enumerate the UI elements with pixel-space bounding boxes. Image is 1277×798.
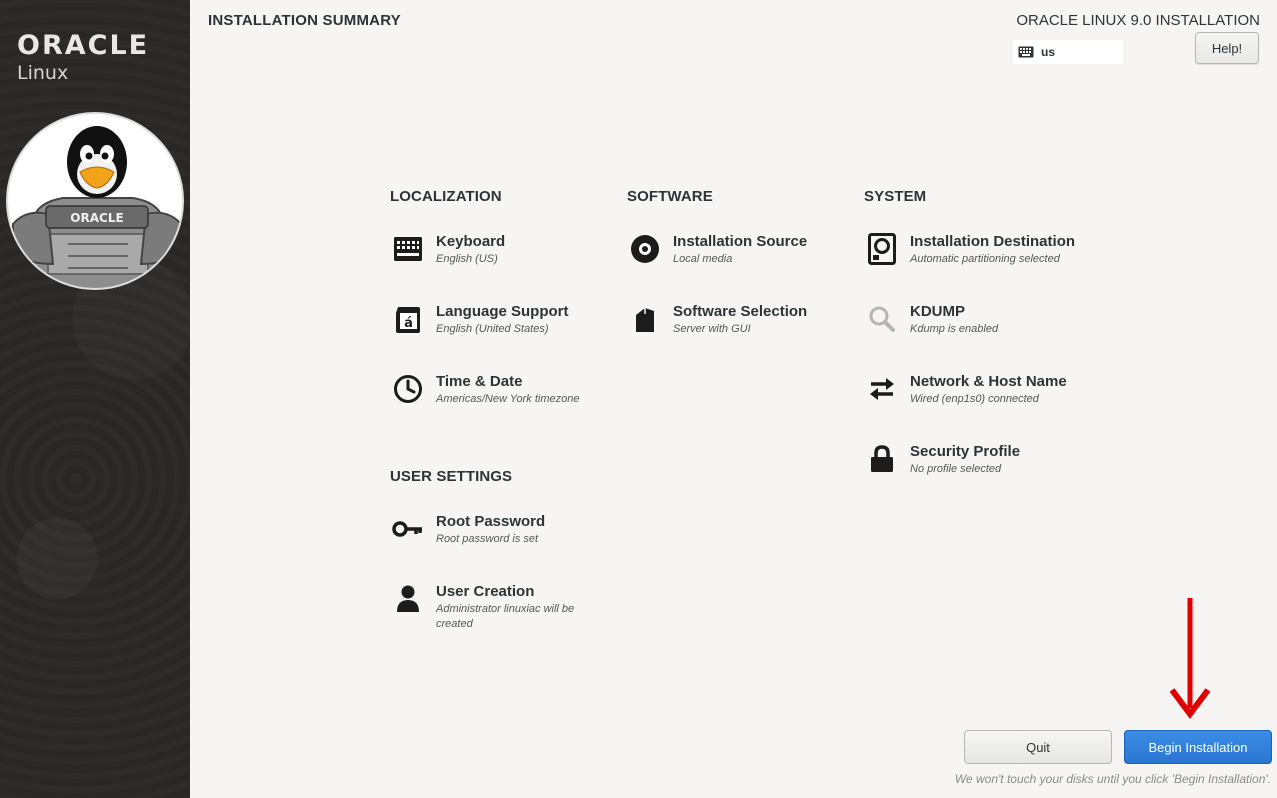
spoke-language-status: English (United States)	[436, 323, 549, 335]
spoke-network-status: Wired (enp1s0) connected	[910, 393, 1039, 405]
keyboard-layout-label: us	[1041, 45, 1056, 59]
spoke-installation-source-status: Local media	[673, 253, 733, 265]
spoke-user-creation-name: User Creation	[436, 583, 535, 600]
section-title-user-settings: USER SETTINGS	[390, 468, 513, 485]
page-title: INSTALLATION SUMMARY	[208, 12, 401, 29]
spoke-network-host-name[interactable]	[866, 373, 1067, 407]
spoke-root-password[interactable]	[392, 513, 545, 547]
keyboard-icon	[1018, 46, 1034, 58]
spoke-security-profile-status: No profile selected	[910, 463, 1002, 475]
spoke-language-name: Language Support	[436, 303, 569, 320]
tux-mascot-image	[6, 112, 184, 290]
disc-icon	[629, 233, 661, 265]
svg-text:á: á	[404, 316, 413, 331]
product-title: ORACLE LINUX 9.0 INSTALLATION	[1016, 12, 1260, 29]
spoke-security-profile-name: Security Profile	[910, 443, 1021, 460]
spoke-time-date-status: Americas/New York timezone	[436, 393, 580, 405]
spoke-installation-destination-name: Installation Destination	[910, 233, 1076, 250]
linux-logo-text: Linux	[17, 62, 69, 84]
spoke-installation-source[interactable]	[629, 233, 807, 267]
spoke-kdump[interactable]	[866, 303, 998, 337]
spoke-software-selection-status: Server with GUI	[673, 323, 751, 335]
spoke-software-selection[interactable]	[629, 303, 807, 337]
network-arrows-icon	[866, 373, 898, 405]
clock-icon	[392, 373, 424, 405]
spoke-time-date-name: Time & Date	[436, 373, 523, 390]
sidebar	[0, 0, 190, 798]
spoke-software-selection-name: Software Selection	[673, 303, 808, 320]
help-button[interactable]: Help!	[1195, 32, 1259, 64]
quit-button[interactable]: Quit	[964, 730, 1112, 764]
spoke-security-profile[interactable]	[866, 443, 1020, 477]
spoke-installation-destination-status: Automatic partitioning selected	[910, 253, 1060, 265]
key-icon	[392, 513, 424, 545]
language-icon	[392, 303, 424, 335]
spoke-keyboard-name: Keyboard	[436, 233, 506, 250]
user-icon	[392, 583, 424, 615]
mascot-badge-text: ORACLE	[70, 211, 124, 225]
spoke-user-creation[interactable]	[392, 583, 578, 632]
spoke-root-password-status: Root password is set	[436, 533, 539, 545]
spoke-network-name: Network & Host Name	[910, 373, 1067, 390]
package-icon	[629, 303, 661, 335]
lock-icon	[866, 443, 898, 475]
search-icon	[866, 303, 898, 335]
spoke-installation-destination[interactable]	[866, 233, 1075, 267]
oracle-logo: ORACLE	[17, 30, 150, 61]
section-title-localization: LOCALIZATION	[390, 188, 502, 205]
spoke-keyboard[interactable]	[392, 233, 505, 267]
spoke-user-creation-status: Administrator linuxiac will be created	[436, 603, 575, 630]
section-title-software: SOFTWARE	[627, 188, 713, 205]
begin-installation-button[interactable]: Begin Installation	[1124, 730, 1272, 764]
keyboard-layout-indicator[interactable]	[1013, 40, 1123, 64]
section-title-system: SYSTEM	[864, 188, 927, 205]
spoke-kdump-status: Kdump is enabled	[910, 323, 999, 335]
spoke-root-password-name: Root Password	[436, 513, 546, 530]
spoke-kdump-name: KDUMP	[910, 303, 965, 320]
harddisk-icon	[866, 233, 898, 265]
keyboard-icon	[392, 233, 424, 265]
red-arrow-annotation-icon	[1166, 598, 1214, 722]
disk-warning-hint: We won't touch your disks until you click 'Begin Installation'.	[954, 772, 1271, 786]
spoke-installation-source-name: Installation Source	[673, 233, 808, 250]
spoke-time-date[interactable]	[392, 373, 579, 407]
spoke-keyboard-status: English (US)	[436, 253, 498, 265]
spoke-language-support[interactable]	[392, 303, 569, 337]
